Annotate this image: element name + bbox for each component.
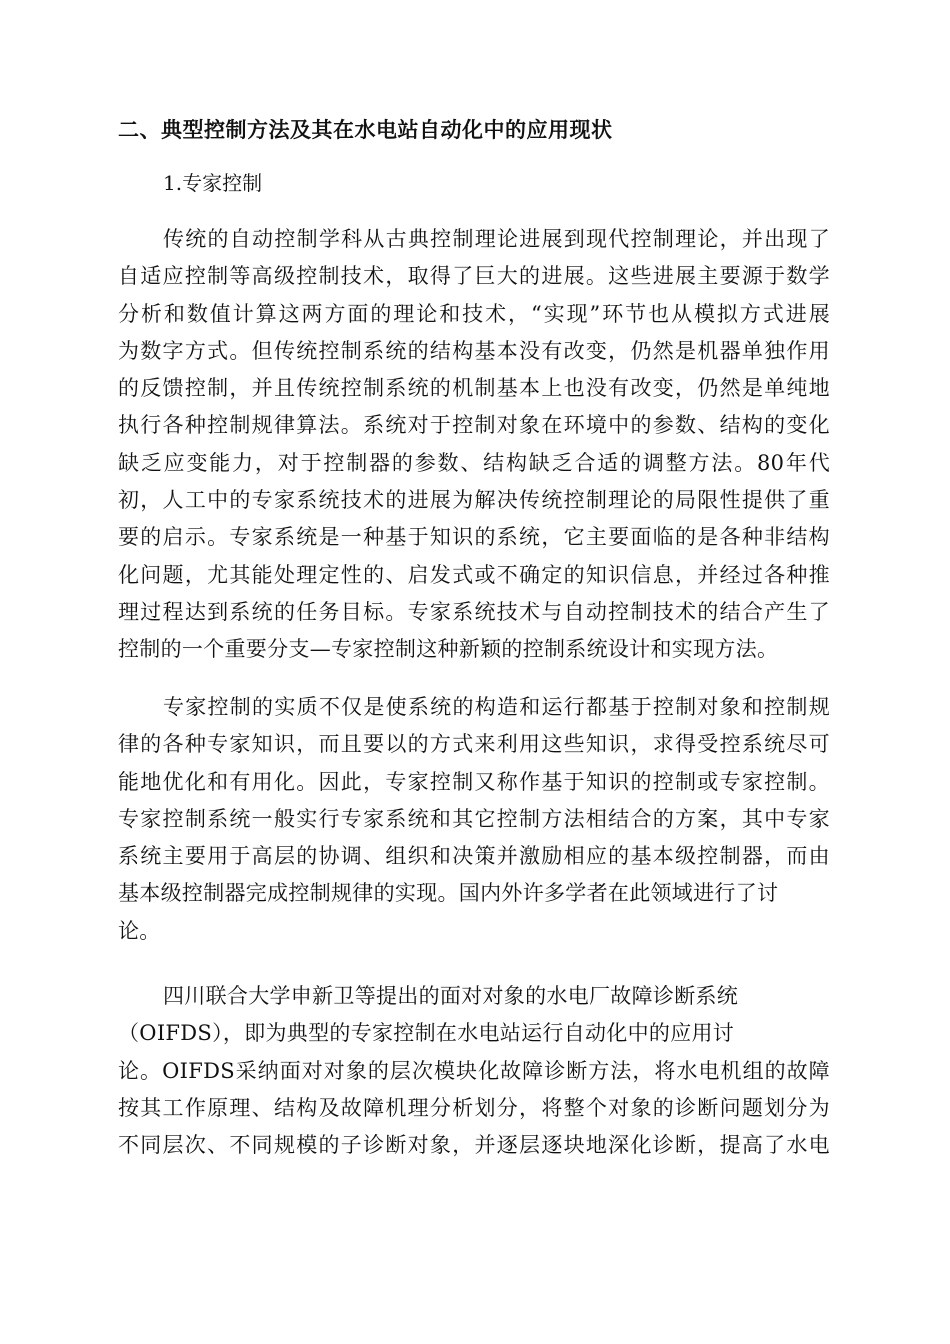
text-line: 为数字方式。但传统控制系统的结构基本没有改变，仍然是机器单独作用 <box>118 338 830 363</box>
text-line: （OIFDS），即为典型的专家控制在水电站运行自动化中的应用讨 <box>118 1021 735 1046</box>
text-line: 能地优化和有用化。因此，专家控制又称作基于知识的控制或专家控制。 <box>118 769 830 794</box>
text-line: 律的各种专家知识，而且要以的方式来利用这些知识，求得受控系统尽可 <box>118 732 830 757</box>
text-line: 论。OIFDS采纳面对对象的层次模块化故障诊断方法，将水电机组的故障 <box>118 1058 830 1083</box>
text-line: 基本级控制器完成控制规律的实现。国内外许多学者在此领域进行了讨 <box>118 881 779 906</box>
section-heading: 二、典型控制方法及其在水电站自动化中的应用现状 <box>118 118 613 142</box>
subsection-heading: 1.专家控制 <box>163 171 263 195</box>
text-line: 四川联合大学申新卫等提出的面对对象的水电厂故障诊断系统 <box>163 984 739 1008</box>
text-line: 分析和数值计算这两方面的理论和技术，“实现”环节也从模拟方式进展 <box>118 301 830 326</box>
text-line: 传统的自动控制学科从古典控制理论进展到现代控制理论，并出现了 <box>163 227 830 251</box>
paragraph-expert-control-essence <box>118 689 830 950</box>
text-line: 自适应控制等高级控制技术，取得了巨大的进展。这些进展主要源于数学 <box>118 264 830 289</box>
text-line: 理过程达到系统的任务目标。专家系统技术与自动控制技术的结合产生了 <box>118 599 830 624</box>
text-line: 系统主要用于高层的协调、组织和决策并激励相应的基本级控制器，而由 <box>118 844 830 869</box>
text-line: 论。 <box>118 918 161 943</box>
text-line: 按其工作原理、结构及故障机理分析划分，将整个对象的诊断问题划分为 <box>118 1095 830 1120</box>
text-line: 专家控制的实质不仅是使系统的构造和运行都基于控制对象和控制规 <box>163 695 830 719</box>
text-line: 化问题，尤其能处理定性的、启发式或不确定的知识信息，并经过各种推 <box>118 562 830 587</box>
text-line: 执行各种控制规律算法。系统对于控制对象在环境中的参数、结构的变化 <box>118 413 830 438</box>
paragraph-oifds-application <box>118 978 830 1164</box>
text-line: 专家控制系统一般实行专家系统和其它控制方法相结合的方案，其中专家 <box>118 806 830 831</box>
text-line: 初，人工中的专家系统技术的进展为解决传统控制理论的局限性提供了重 <box>118 488 830 513</box>
paragraph-expert-control-background <box>118 221 830 669</box>
text-line: 不同层次、不同规模的子诊断对象，并逐层逐块地深化诊断，提高了水电 <box>118 1133 830 1158</box>
text-line: 要的启示。专家系统是一种基于知识的系统，它主要面临的是各种非结构 <box>118 525 830 550</box>
text-line: 控制的一个重要分支—专家控制这种新颖的控制系统设计和实现方法。 <box>118 637 779 662</box>
text-line: 的反馈控制，并且传统控制系统的机制基本上也没有改变，仍然是单纯地 <box>118 376 830 401</box>
text-line: 缺乏应变能力，对于控制器的参数、结构缺乏合适的调整方法。80年代 <box>118 450 830 475</box>
